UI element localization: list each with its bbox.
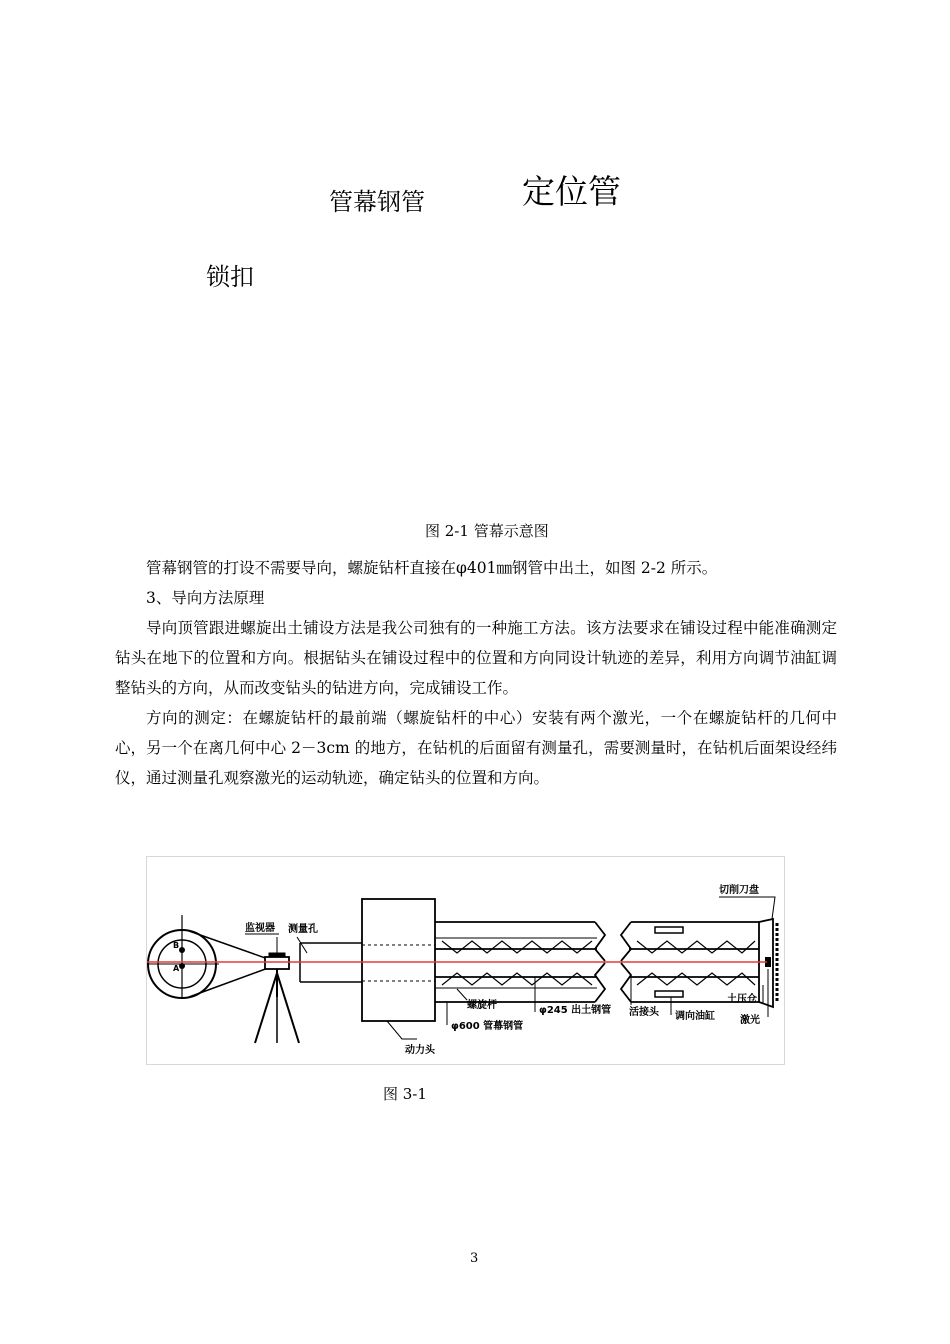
power-head-box <box>362 899 435 1021</box>
figure-2-1-caption: 图 2-1 管幕示意图 <box>425 522 549 540</box>
power-head-label: 动力头 <box>405 1045 435 1056</box>
spiral-rod-leader <box>457 989 467 1000</box>
paragraph-3: 导向顶管跟进螺旋出土铺设方法是我公司独有的一种施工方法。该方法要求在铺设过程中能准确测定钻头在地下的位置和方向。根据钻头在铺设过程中的位置和方向同设计轨迹的差异，利用方向调节油缸调整钻头的方向，从而改变钻头的钻进方向，完成铺设工作。 <box>115 619 837 697</box>
figure-3-1-diagram <box>146 856 785 1065</box>
figure-3-1-caption: 图 3-1 <box>383 1085 427 1103</box>
paragraph-1: 管幕钢管的打设不需要导向，螺旋钻杆直接在φ401㎜钢管中出土，如图 2-2 所示。 <box>146 559 718 577</box>
section-heading: 3、导向方法原理 <box>146 589 265 607</box>
paragraph-4: 方向的测定：在螺旋钻杆的最前端（螺旋钻杆的中心）安装有两个激光，一个在螺旋钻杆的几何中心，另一个在离几何中心 2－3cm 的地方，在钻机的后面留有测量孔，需要测量时，在钻机后面架设经纬仪，通过测量孔观察激光的运动轨迹，确定钻头的位置和方向。 <box>115 709 837 787</box>
cylinder-label: 调向油缸 <box>675 1011 715 1022</box>
point-b-label: B <box>173 941 180 950</box>
point-a-label: A <box>173 964 180 973</box>
guidance-diagram-svg <box>147 857 784 1064</box>
target-circle <box>147 915 219 999</box>
theodolite <box>255 953 299 1043</box>
spiral-zigzag-bottom-2 <box>637 973 755 985</box>
laser-label: 激光 <box>740 1015 760 1026</box>
steering-cylinder-top <box>655 927 683 933</box>
label-lock: 锁扣 <box>206 263 254 291</box>
discharge-pipe-label: φ245 出土钢管 <box>539 1005 612 1016</box>
sight-cone-bottom <box>189 967 271 997</box>
body-text <box>115 553 837 793</box>
sight-cone-top <box>189 931 271 960</box>
cutter-disc-label: 切削刀盘 <box>719 885 759 896</box>
measure-hole-leader <box>297 937 307 953</box>
point-b-dot <box>179 947 185 953</box>
spiral-zigzag-top-2 <box>637 941 755 953</box>
label-steel-pipe: 管幕钢管 <box>329 188 425 216</box>
label-positioning-pipe: 定位管 <box>522 172 621 211</box>
monitor-label: 监视器 <box>245 923 275 934</box>
casing-pipe-label: φ600 管幕钢管 <box>451 1021 524 1032</box>
spiral-zigzag-top-1 <box>442 941 592 953</box>
earth-chamber-label: 土压仓 <box>727 994 757 1005</box>
joint-label: 活接头 <box>629 1007 659 1018</box>
spiral-zigzag-bottom-1 <box>442 973 592 985</box>
page-number: 3 <box>470 1251 479 1266</box>
power-head-leader <box>387 1021 417 1039</box>
spiral-rod-label: 螺旋杆 <box>467 1000 497 1011</box>
point-a-dot <box>179 963 185 969</box>
steering-cylinder-bottom <box>655 991 683 997</box>
measure-hole-label: 测量孔 <box>288 924 318 935</box>
cutter-disc-leader <box>719 897 775 919</box>
